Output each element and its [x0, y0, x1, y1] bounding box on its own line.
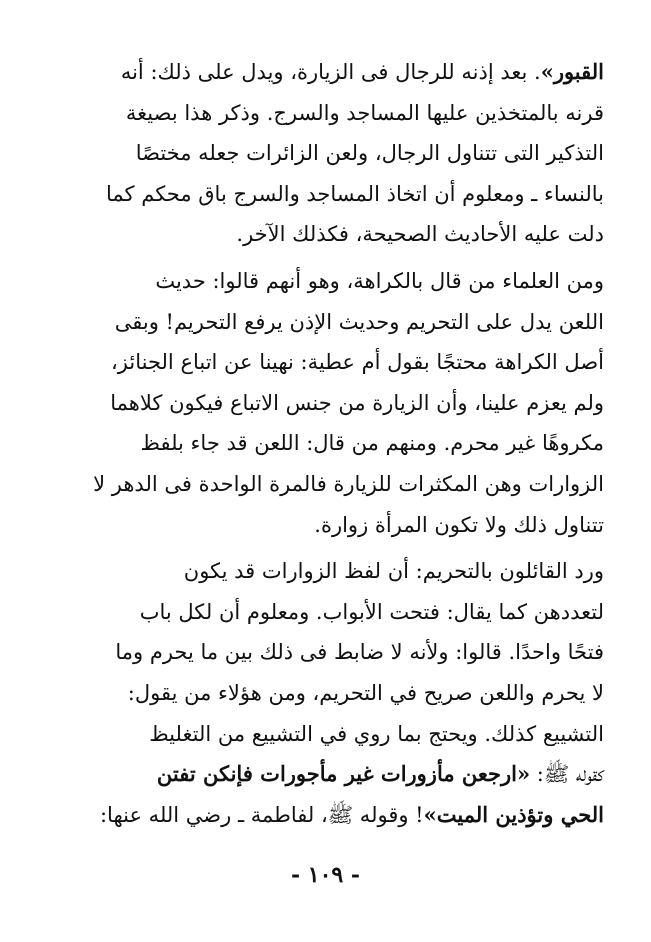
text-line	[44, 754, 604, 795]
bold-phrase: القبور»	[540, 59, 604, 84]
line-text: كقوله ﷺ:	[530, 762, 604, 787]
text-line: ومن العلماء من قال بالكراهة، وهو أنهم قالوا: حديث	[155, 268, 604, 293]
text-line: ولم يعزم علينا، وأن الزيارة من جنس الاتباع فيكون كلاهما	[110, 390, 604, 415]
line-text: . بعد إذنه للرجال فى الزيارة، ويدل على ذلك: أنه	[120, 60, 541, 84]
text-line: الزوارات وهن المكثرات للزيارة فالمرة الواحدة فى الدهر لا	[93, 471, 604, 496]
text-line: لا يحرم واللعن صريح في التحريم، ومن هؤلاء من يقول:	[127, 680, 604, 705]
bold-phrase: الحي وتؤذين الميت»	[423, 801, 604, 827]
text-line: التذكير التى تتناول الرجال، ولعن الزائرات جعله مختصًا	[135, 141, 604, 166]
body-text	[44, 52, 604, 835]
page-number: - ١٠٩ -	[290, 862, 361, 888]
text-line: ورد القائلون بالتحريم: أن لفظ الزوارات قد يكون	[183, 559, 604, 584]
text-line: لتعددهن كما يقال: فتحت الأبواب. ومعلوم أن لكل باب	[139, 599, 604, 624]
text-line: قرنه بالمتخذين عليها المساجد والسرج. وذكر هذا بصيغة	[125, 100, 604, 125]
text-line: بالنساء ـ ومعلوم أن اتخاذ المساجد والسرج باق محكم كما	[106, 181, 604, 206]
text-line: تتناول ذلك ولا تكون المرأة زوارة.	[314, 512, 604, 537]
bold-phrase: «ارجعن مأزورات غير مأجورات فإنكن تفتن	[156, 761, 531, 787]
text-line: أصل الكراهة محتجًا بقول أم عطية: نهينا عن اتباع الجنائز،	[111, 350, 604, 375]
text-line: دلت عليه الأحاديث الصحيحة، فكذلك الآخر.	[236, 222, 604, 247]
text-line: مكروهًا غير محرم. ومنهم من قال: اللعن قد جاء بلفظ	[140, 431, 604, 456]
text-line	[44, 52, 604, 93]
text-line: التشييع كذلك. ويحتج بما روي في التشييع من التغليظ	[149, 721, 604, 746]
text-line: اللعن يدل على التحريم وحديث الإذن يرفع التحريم! وبقى	[114, 309, 604, 334]
text-line	[44, 795, 604, 836]
text-line: فتحًا واحدًا. قالوا: ولأنه لا ضابط فى ذلك بين ما يحرم وما	[115, 640, 604, 665]
line-text: ! وقوله ﷺ، لفاطمة ـ رضي الله عنها:	[99, 802, 424, 827]
